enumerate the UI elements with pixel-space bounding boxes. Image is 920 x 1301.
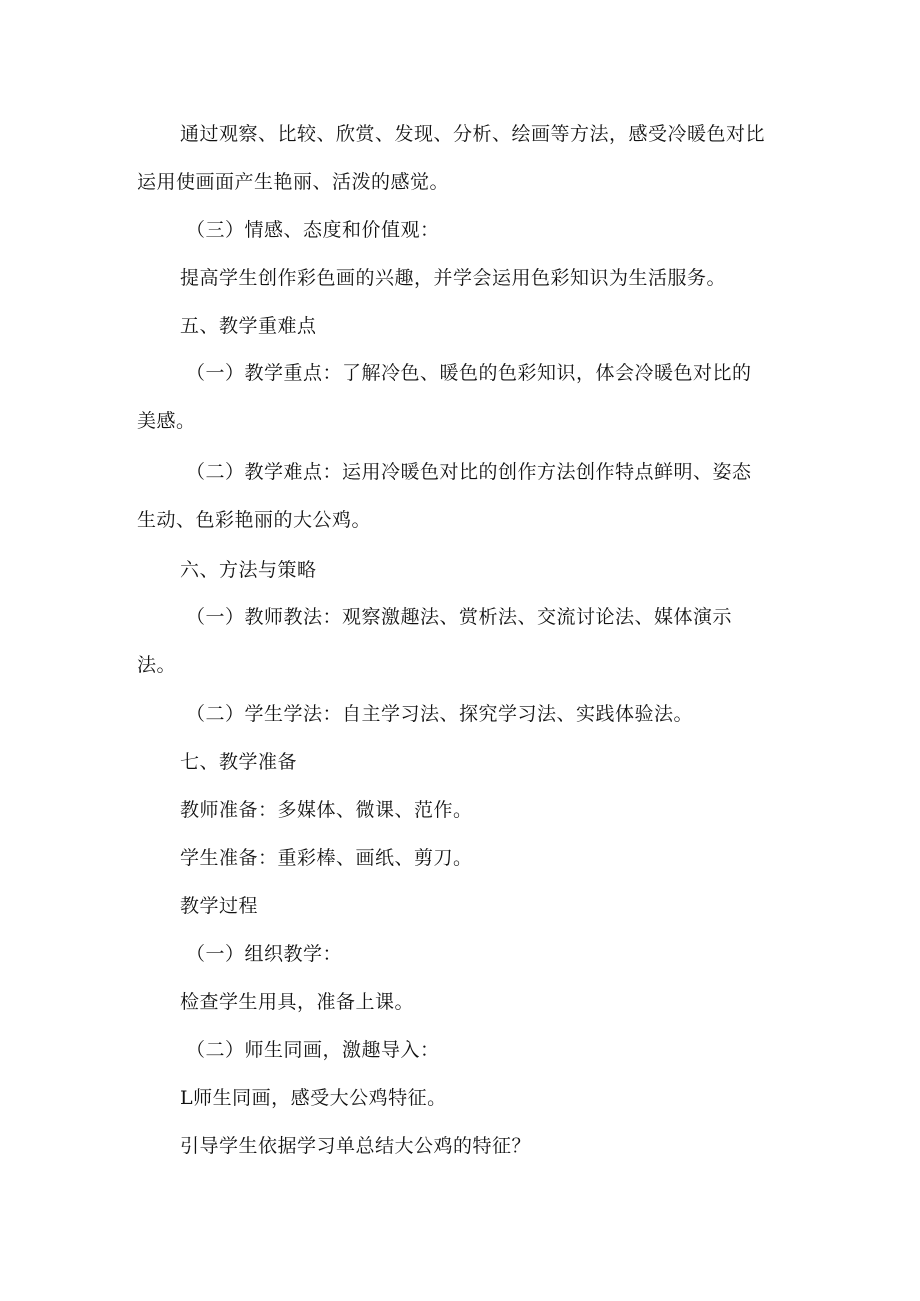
paragraph-line: （二）学生学法：自主学习法、探究学习法、实践体验法。	[186, 703, 694, 725]
paragraph-line: 检查学生用具，准备上课。	[180, 991, 415, 1013]
section-heading: 七、教学准备	[180, 751, 298, 773]
paragraph-line: L师生同画，感受大公鸡特征。	[180, 1087, 447, 1109]
section-heading: 五、教学重难点	[180, 315, 317, 337]
paragraph-line: （一）教师教法：观察激趣法、赏析法、交流讨论法、媒体演示	[186, 606, 733, 628]
subheading: （一）组织教学：	[186, 943, 343, 965]
paragraph-line: 生动、色彩艳丽的大公鸡。	[137, 509, 372, 531]
paragraph-line: 运用使画面产生艳丽、活泼的感觉。	[137, 171, 450, 193]
paragraph-line: 教师准备：多媒体、微课、范作。	[180, 799, 473, 821]
section-heading: 六、方法与策略	[180, 559, 317, 581]
paragraph-line: 引导学生依据学习单总结大公鸡的特征？	[180, 1135, 532, 1157]
paragraph-line: （一）教学重点：了解冷色、暖色的色彩知识，体会冷暖色对比的	[186, 362, 752, 384]
paragraph-line: 通过观察、比较、欣赏、发现、分析、绘画等方法，感受冷暖色对比	[180, 123, 766, 145]
subheading: （二）师生同画，激趣导入：	[186, 1039, 440, 1061]
paragraph-line: 提高学生创作彩色画的兴趣，并学会运用色彩知识为生活服务。	[180, 267, 727, 289]
paragraph-line: 美感。	[137, 410, 196, 432]
subheading: （三）情感、态度和价值观：	[186, 219, 440, 241]
paragraph-line: （二）教学难点：运用冷暖色对比的创作方法创作特点鲜明、姿态	[186, 461, 752, 483]
paragraph-line: 学生准备：重彩棒、画纸、剪刀。	[180, 847, 473, 869]
section-heading: 教学过程	[180, 895, 259, 917]
paragraph-line: 法。	[137, 654, 177, 676]
